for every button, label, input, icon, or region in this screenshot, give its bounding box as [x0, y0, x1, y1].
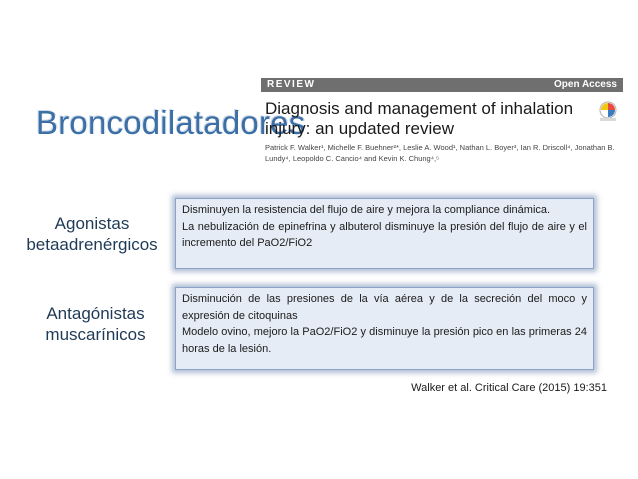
info-text: Disminución de las presiones de la vía aérea y de la secreción del moco y expresión de citoquinas — [182, 293, 587, 322]
info-box-agonistas — [175, 198, 594, 269]
paper-header-image — [261, 78, 623, 173]
info-text: Modelo ovino, mejoro la PaO2/FiO2 y disminuye la presión pico en las primeras 24 horas de la lesión. — [182, 326, 587, 355]
row-label-line2: muscarínicos — [45, 325, 146, 344]
paper-authors: Patrick F. Walker¹, Michelle F. Buehner²*, Leslie A. Wood¹, Nathan L. Boyer³, Ian R. Driscoll⁴, Jonathan B. Lundy⁴, Leopoldo C. Cancio⁴ and Kevin K. Chung⁴,⁵ — [265, 143, 615, 163]
paper-title: Diagnosis and management of inhalation injury: an updated review — [265, 99, 574, 138]
paper-review-band — [261, 78, 623, 92]
paper-review-label: REVIEW — [267, 79, 316, 90]
row-label-line1: Agonistas — [54, 214, 130, 233]
info-box-antagonistas — [175, 287, 594, 370]
row-label-line1: Antagónistas — [46, 304, 145, 323]
slide-title: Broncodilatadores — [36, 104, 306, 141]
row-label-line2: betaadrenérgicos — [26, 235, 158, 254]
crossmark-icon — [597, 100, 619, 122]
row-label-agonistas — [22, 213, 162, 255]
info-text: La nebulización de epinefrina y albuterol disminuye la presión del flujo de aire y el incremento del PaO2/FiO2 — [182, 220, 587, 249]
citation: Walker et al. Critical Care (2015) 19:351 — [411, 382, 607, 394]
info-text: Disminuyen la resistencia del flujo de aire y mejora la compliance dinámica. — [182, 204, 551, 216]
paper-open-access-label: Open Access — [554, 79, 617, 90]
row-label-antagonistas — [28, 303, 163, 345]
